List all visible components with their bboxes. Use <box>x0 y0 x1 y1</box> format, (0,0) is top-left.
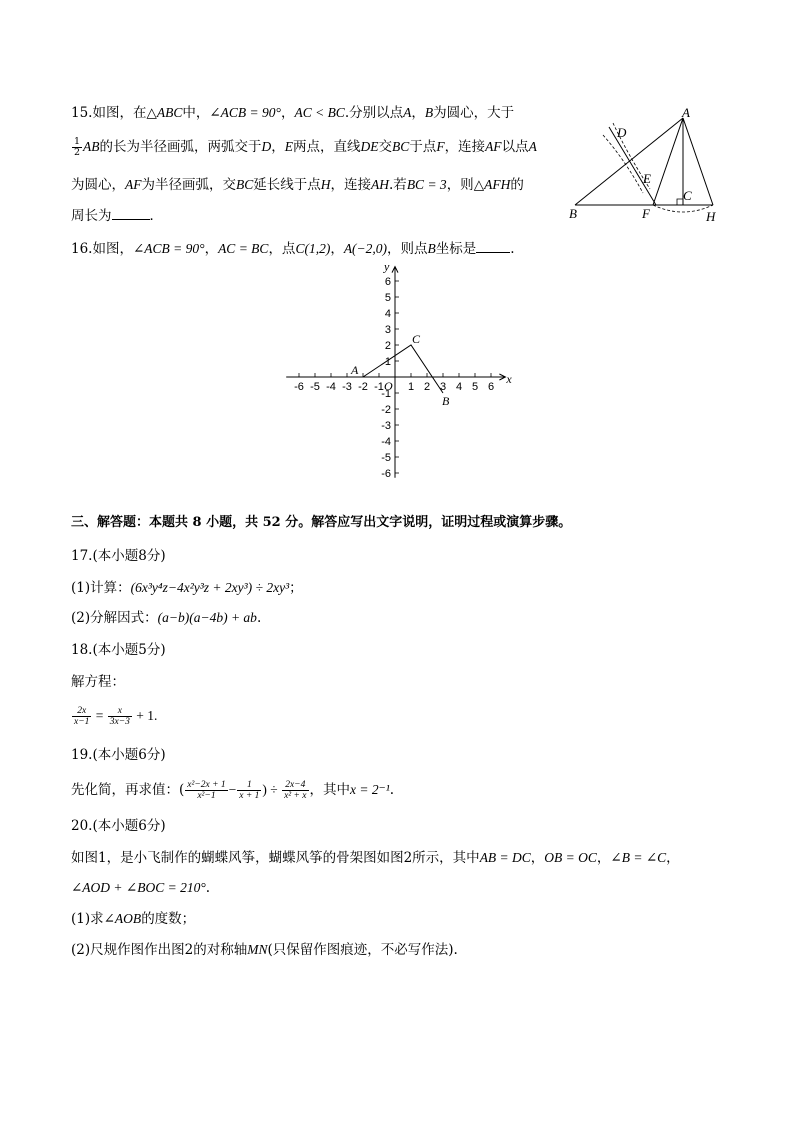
math-MN: MN <box>247 942 268 957</box>
label-C: C <box>683 188 692 203</box>
frac-den: 3x−3 <box>109 717 130 727</box>
text: 为圆心， <box>71 177 125 193</box>
fraction <box>282 780 308 801</box>
y-tick-label: 5 <box>384 292 391 304</box>
text: ， <box>271 139 285 155</box>
fraction <box>237 780 261 801</box>
text: ，其中 <box>309 782 351 798</box>
math-eq: AB = DC <box>479 850 531 865</box>
y-axis-label: y <box>384 259 390 274</box>
text: 为圆心，大于 <box>433 105 515 121</box>
label-E: E <box>643 171 651 186</box>
text: 于点 <box>409 139 437 155</box>
text: 为半径画弧，交 <box>141 177 236 193</box>
q20-line-1 <box>71 849 680 867</box>
x-tick-label: -1 <box>374 381 384 393</box>
text: ，连接 <box>330 177 372 193</box>
text: . <box>256 610 262 626</box>
math-AFH: AFH <box>484 177 511 192</box>
frac-num: 2x−4 <box>282 780 308 791</box>
math-bc-eq: BC = 3 <box>406 177 447 192</box>
text: 15.如图，在 <box>71 105 147 121</box>
text: (1)求 <box>71 911 104 927</box>
x-tick-label: -4 <box>326 381 336 393</box>
y-tick-label: 1 <box>384 356 391 368</box>
arc-FH <box>653 205 713 212</box>
frac-den: x−1 <box>74 717 90 727</box>
q16-line <box>71 240 515 258</box>
fraction-half <box>72 137 82 158</box>
frac-den: x + 1 <box>239 791 260 801</box>
text: 16.如图， <box>71 241 133 257</box>
origin-label: O <box>384 379 393 393</box>
y-tick-label: -3 <box>381 420 391 432</box>
x-tick-label: -6 <box>294 381 304 393</box>
text: ， <box>411 105 425 121</box>
point-C-label: C <box>412 332 421 346</box>
q20-line-2 <box>71 879 210 897</box>
math-A: A <box>403 105 412 120</box>
x-tick-label: 2 <box>423 381 431 393</box>
text: ，连接 <box>444 139 486 155</box>
label-A: A <box>682 105 690 120</box>
q18-heading: 18.(本小题5分) <box>71 642 166 658</box>
math-condition: x = 2⁻¹ <box>350 782 390 797</box>
segment-AF <box>653 118 683 205</box>
answer-blank[interactable] <box>476 240 510 253</box>
frac-num: 2x <box>72 706 91 717</box>
text: ； <box>289 580 303 596</box>
text: 交 <box>378 139 393 155</box>
x-tick-label: 6 <box>487 381 495 393</box>
text: ) ÷ <box>262 782 282 797</box>
x-tick-label: -2 <box>358 381 368 393</box>
text: ， <box>666 850 680 866</box>
text: . <box>205 880 211 896</box>
triangle-symbol: △ <box>146 105 157 120</box>
equals: = <box>92 708 107 723</box>
text: ，则 <box>446 177 474 193</box>
math-point-C: C(1,2) <box>295 241 331 256</box>
label-F: F <box>642 206 650 221</box>
math-B: B <box>427 241 436 256</box>
math-DE: DE <box>360 139 379 154</box>
frac-num: 1 <box>237 780 261 791</box>
segment-BA <box>575 118 683 205</box>
frac-den: x² + x <box>284 791 307 801</box>
math-inequality: AC < BC <box>294 105 345 120</box>
y-tick-label: -4 <box>381 436 391 448</box>
x-tick-label: 5 <box>471 381 479 393</box>
text: 的度数； <box>141 911 196 927</box>
math-AH: AH <box>371 177 390 192</box>
math-H: H <box>320 177 331 192</box>
math-point-A: A(−2,0) <box>343 241 388 256</box>
label-H: H <box>706 209 716 224</box>
math-A: A <box>528 139 537 154</box>
math-E: E <box>284 139 294 154</box>
y-tick-label: 4 <box>384 308 391 320</box>
text: ． <box>149 208 163 224</box>
x-tick-label: -5 <box>310 381 320 393</box>
text: ， <box>330 241 344 257</box>
text: .分别以点 <box>344 105 404 121</box>
label-D: D <box>617 125 627 140</box>
text: .若 <box>389 177 407 193</box>
math-angle: ∠ACB = 90° <box>209 105 281 120</box>
q20-heading: 20.(本小题6分) <box>71 818 166 834</box>
section-3-heading: 三、解答题：本题共 8 小题，共 52 分。解答应写出文字说明，证明过程或演算步骤。 <box>71 515 572 530</box>
y-tick-label: 3 <box>384 324 391 336</box>
triangle-symbol: △ <box>473 177 485 192</box>
math-angle: ∠AOB <box>103 911 142 926</box>
q17-part1 <box>71 579 303 597</box>
frac-den: 2 <box>74 147 81 158</box>
q15-line-3 <box>71 176 524 194</box>
q15-line-4 <box>71 207 163 225</box>
q17-part2 <box>71 609 261 627</box>
q15-line-2 <box>71 137 537 158</box>
text: ， <box>596 850 611 866</box>
point-A-label: A <box>351 363 359 377</box>
x-tick-label: 4 <box>455 381 463 393</box>
text: 坐标是 <box>435 241 477 257</box>
text: (1)计算： <box>71 580 131 596</box>
frac-num: 1 <box>74 136 81 147</box>
text: (2)分解因式： <box>71 610 158 626</box>
text: 延长线于点 <box>253 177 321 193</box>
text: 的长为半径画弧，两弧交于 <box>99 139 262 155</box>
frac-num: x <box>108 706 132 717</box>
fraction <box>72 706 91 727</box>
math-AB: AB <box>83 139 100 154</box>
q18-equation <box>71 706 157 727</box>
frac-den: x²−1 <box>197 791 216 801</box>
q17-heading: 17.(本小题8分) <box>71 548 166 564</box>
y-tick-label: -6 <box>381 468 391 480</box>
text: (2)尺规作图作出图2的对称轴 <box>71 942 248 958</box>
y-tick-label: -5 <box>381 452 391 464</box>
x-tick-label: 1 <box>407 381 415 393</box>
q15-line-1 <box>71 104 514 122</box>
text: ， <box>530 850 545 866</box>
math-AF: AF <box>485 139 502 154</box>
frac-num: x²−2x + 1 <box>187 780 226 790</box>
text: 周长为 <box>71 208 112 224</box>
y-tick-label: 6 <box>384 276 391 288</box>
text: (只保留作图痕迹，不必写作法). <box>267 942 458 958</box>
math-abc: ABC <box>156 105 183 120</box>
math-expression: (a−b)(a−4b) + ab <box>157 610 257 625</box>
text: 的 <box>510 177 524 193</box>
point-B-label: B <box>442 394 450 408</box>
y-tick-label: -2 <box>381 404 391 416</box>
fraction <box>108 706 132 727</box>
minus: − <box>228 782 237 797</box>
q15-figure <box>565 105 730 225</box>
q19-expression <box>71 780 394 801</box>
text: ， <box>280 105 295 121</box>
math-eq: ∠B = ∠C <box>610 850 667 865</box>
text: . <box>510 241 515 257</box>
arc-near-D-1 <box>603 135 643 193</box>
q20-part2 <box>71 941 458 959</box>
fraction <box>185 780 227 801</box>
text: ，点 <box>268 241 296 257</box>
q18-text: 解方程： <box>71 674 125 690</box>
math-AF: AF <box>125 177 142 192</box>
q16-coordinate-plane <box>280 260 510 485</box>
math-expression: (6x³y⁴z−4x²y³z + 2xy³) ÷ 2xy³ <box>130 580 290 595</box>
q19-heading: 19.(本小题6分) <box>71 747 166 763</box>
text: ， <box>204 241 219 257</box>
text: . <box>389 782 395 798</box>
answer-blank[interactable] <box>112 207 150 220</box>
x-axis-label: x <box>506 372 512 386</box>
math-BC: BC <box>392 139 410 154</box>
math-D: D <box>261 139 272 154</box>
math-eq: OB = OC <box>544 850 597 865</box>
label-B: B <box>569 206 577 221</box>
x-tick-label: -3 <box>342 381 352 393</box>
text: 中， <box>182 105 210 121</box>
text: ，则点 <box>387 241 428 257</box>
y-tick-label: 2 <box>384 340 391 352</box>
math-BC: BC <box>236 177 254 192</box>
math-B: B <box>424 105 434 120</box>
text: 以点 <box>501 139 529 155</box>
text: 两点，直线 <box>293 139 361 155</box>
math-eq: ∠AOD + ∠BOC = 210° <box>71 880 206 895</box>
math-F: F <box>436 139 445 154</box>
y-tick-label: -1 <box>381 388 391 400</box>
text: + 1. <box>132 708 158 723</box>
x-tick-label: 3 <box>439 381 447 393</box>
math-angle: ∠ACB = 90° <box>132 241 205 256</box>
math-eq: AC = BC <box>218 241 269 256</box>
q20-part1 <box>71 910 195 928</box>
text: 先化简，再求值：( <box>71 782 185 798</box>
text: 如图1，是小飞制作的蝴蝶风筝，蝴蝶风筝的骨架图如图2所示，其中 <box>71 850 480 866</box>
